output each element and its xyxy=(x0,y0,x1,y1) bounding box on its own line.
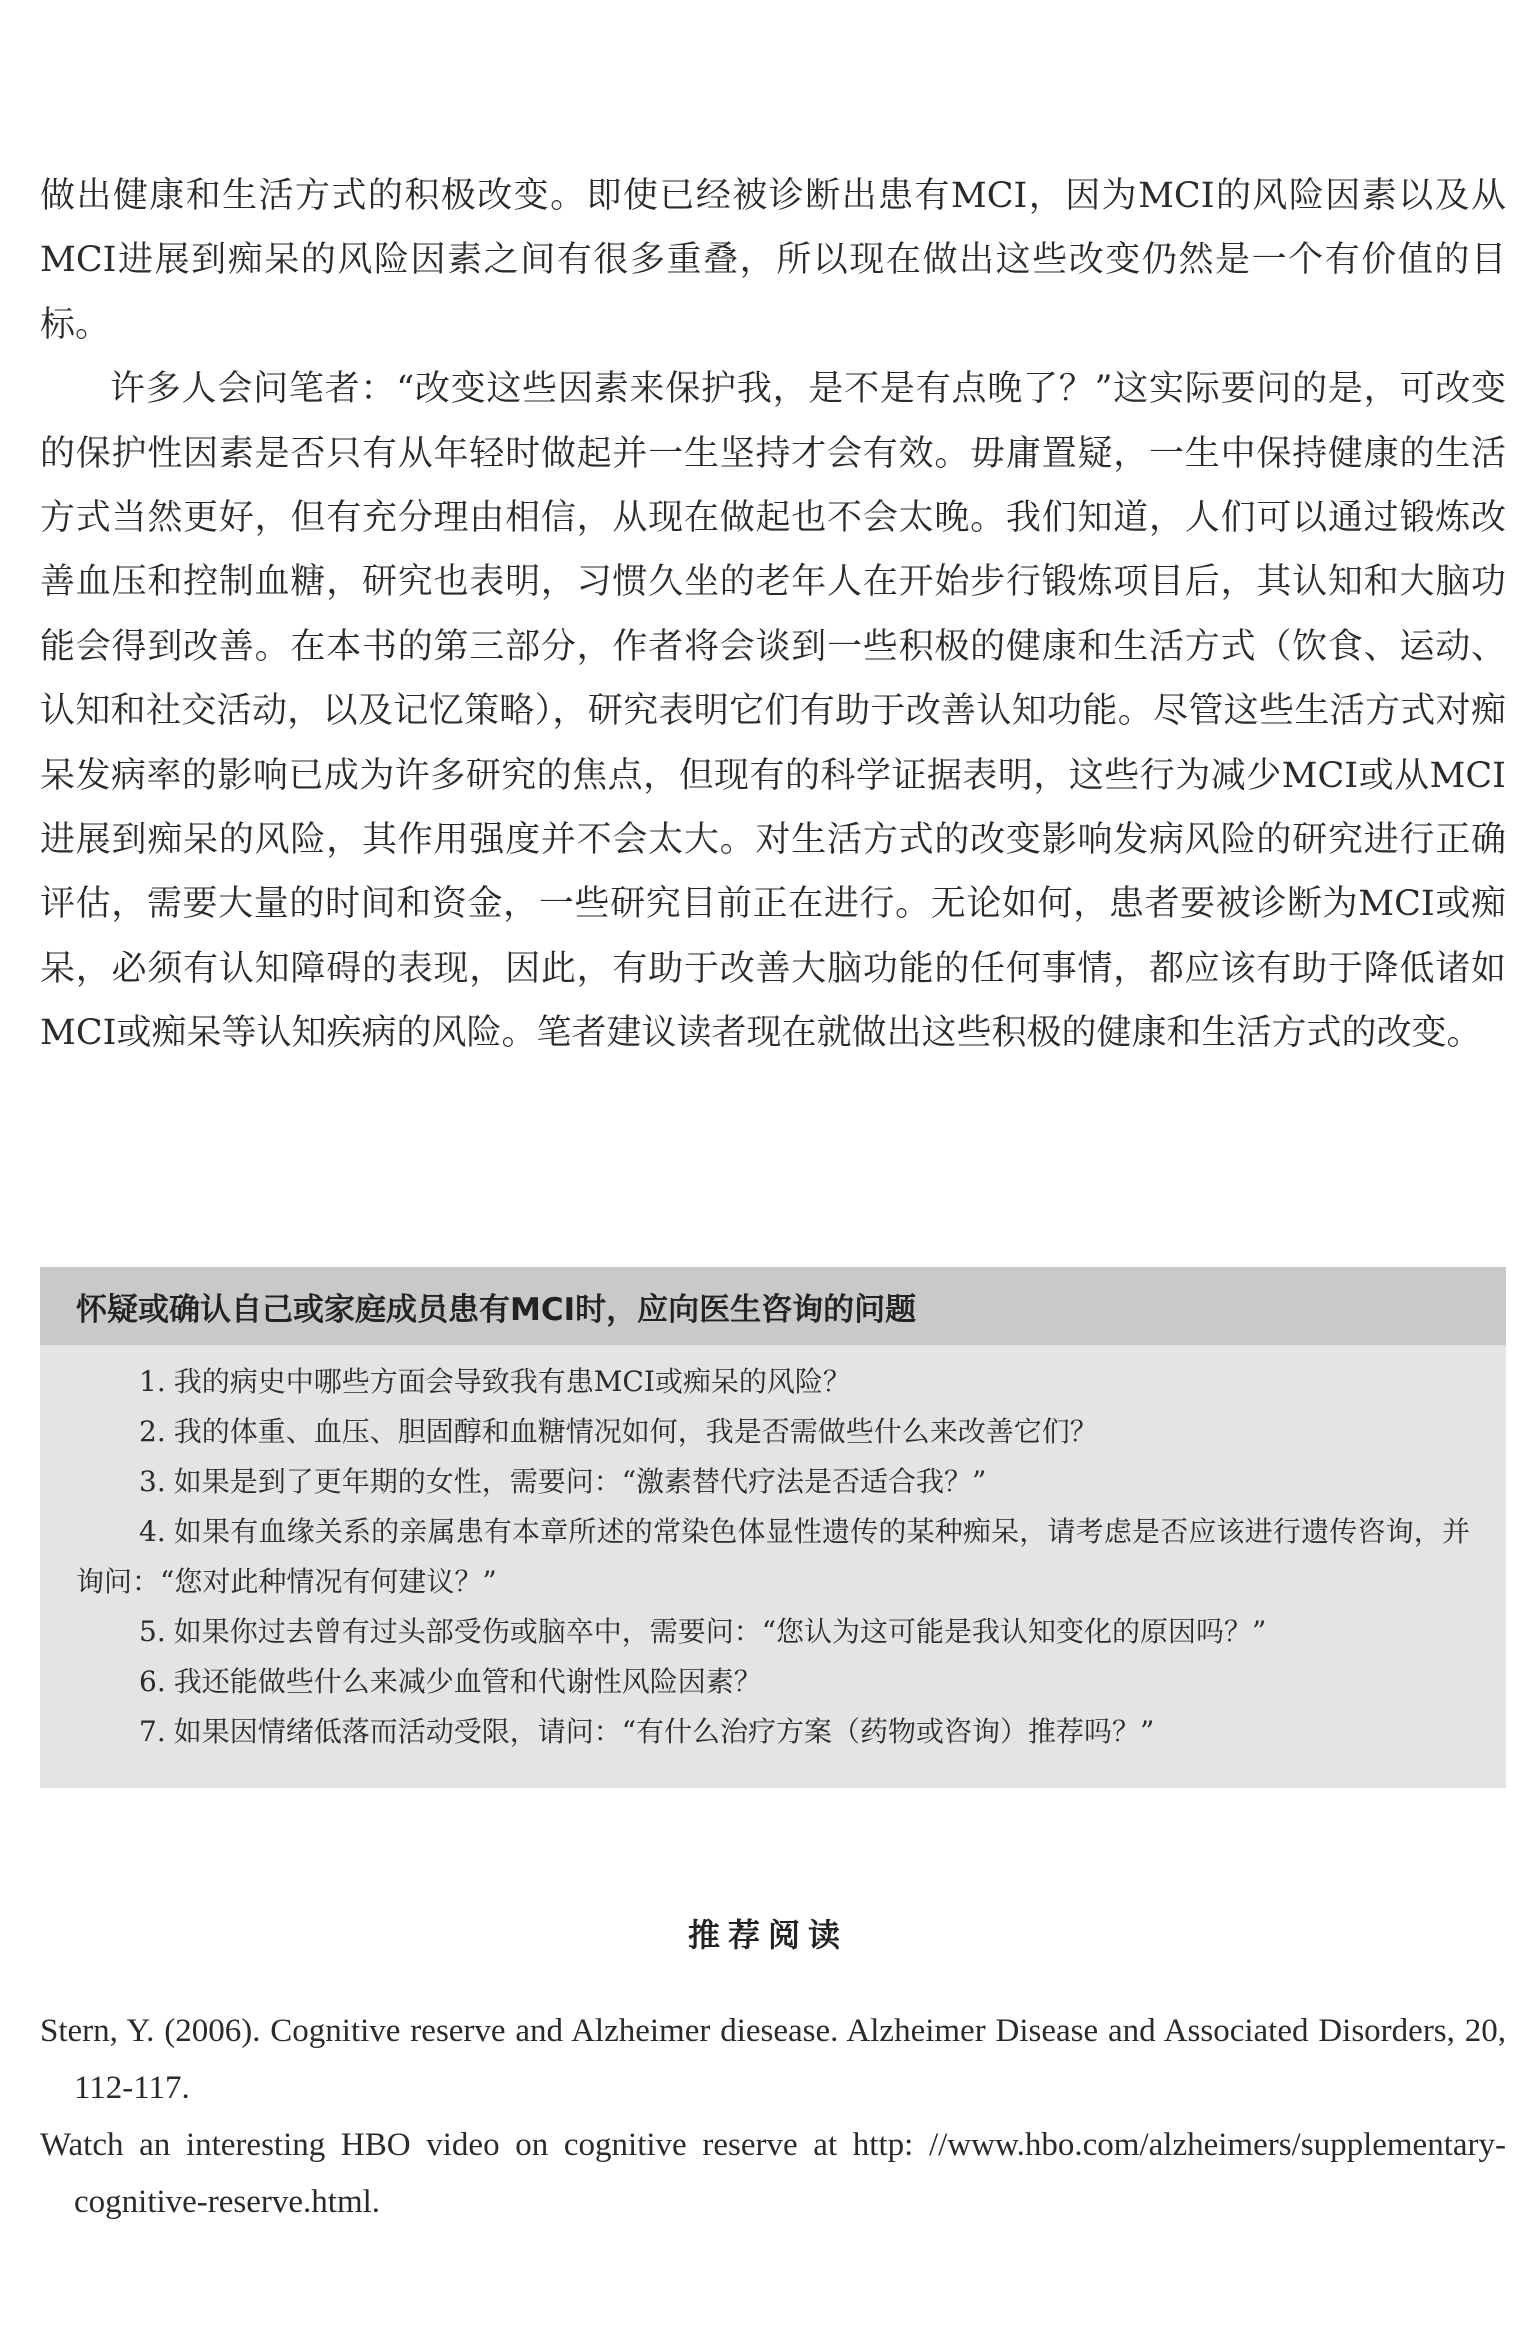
question-text: 我的病史中哪些方面会导致我有患MCI或痴呆的风险？ xyxy=(173,1365,851,1398)
question-number: 4. xyxy=(139,1515,166,1548)
question-text: 我还能做些什么来减少血管和代谢性风险因素？ xyxy=(173,1665,762,1698)
question-item xyxy=(76,1357,1470,1407)
question-text: 如果你过去曾有过头部受伤或脑卒中，需要问：“您认为这可能是我认知变化的原因吗？” xyxy=(173,1615,1267,1648)
question-text: 如果是到了更年期的女性，需要问：“激素替代疗法是否适合我？” xyxy=(173,1465,987,1498)
question-item xyxy=(76,1607,1470,1657)
question-item xyxy=(76,1407,1470,1457)
recommended-reading-title: 推荐阅读 xyxy=(687,1916,848,1954)
question-item xyxy=(76,1457,1470,1507)
question-list xyxy=(40,1345,1506,1757)
question-number: 5. xyxy=(139,1615,166,1648)
body-paragraph: 许多人会问笔者：“改变这些因素来保护我，是不是有点晚了？”这实际要问的是，可改变的保护性因素是否只有从年轻时做起并一生坚持才会有效。毋庸置疑，一生中保持健康的生活方式当然更好，但有充分理由相信，从现在做起也不会太晚。我们知道，人们可以通过锻炼改善血压和控制血糖，研究也表明，习惯久坐的老年人在开始步行锻炼项目后，其认知和大脑功能会得到改善。在本书的第三部分，作者将会谈到一些积极的健康和生活方式（饮食、运动、认知和社交活动，以及记忆策略），研究表明它们有助于改善认知功能。尽管这些生活方式对痴呆发病率的影响已成为许多研究的焦点，但现有的科学证据表明，这些行为减少MCI或从MCI进展到痴呆的风险，其作用强度并不会太大。对生活方式的改变影响发病风险的研究进行正确评估，需要大量的时间和资金，一些研究目前正在进行。无论如何，患者要被诊断为MCI或痴呆，必须有认知障碍的表现，因此，有助于改善大脑功能的任何事情，都应该有助于降低诸如MCI或痴呆等认知疾病的风险。笔者建议读者现在就做出这些积极的健康和生活方式的改变。 xyxy=(40,369,1506,1054)
question-number: 2. xyxy=(139,1415,166,1448)
reference-item: Stern, Y. (2006). Cognitive reserve and Alzheimer diesease. Alzheimer Disease and Associated Disorders, 20, 112-117. xyxy=(40,2013,1506,2106)
question-item xyxy=(76,1507,1470,1607)
question-number: 7. xyxy=(139,1715,166,1748)
question-item xyxy=(76,1657,1470,1707)
question-number: 6. xyxy=(139,1665,166,1698)
question-text: 我的体重、血压、胆固醇和血糖情况如何，我是否需做些什么来改善它们？ xyxy=(173,1415,1098,1448)
doctor-questions-box xyxy=(40,1267,1506,1788)
body-paragraph-continued: 做出健康和生活方式的积极改变。即使已经被诊断出患有MCI，因为MCI的风险因素以及从MCI进展到痴呆的风险因素之间有很多重叠，所以现在做出这些改变仍然是一个有价值的目标。 xyxy=(40,176,1506,345)
box-title: 怀疑或确认自己或家庭成员患有MCI时，应向医生咨询的问题 xyxy=(40,1267,1506,1345)
reference-list xyxy=(40,2003,1506,2231)
question-item xyxy=(76,1707,1470,1757)
question-number: 1. xyxy=(139,1365,166,1398)
question-text: 如果有血缘关系的亲属患有本章所述的常染色体显性遗传的某种痴呆，请考虑是否应该进行遗传咨询，并询问：“您对此种情况有何建议？” xyxy=(76,1515,1470,1598)
body-text xyxy=(40,164,1506,1066)
question-number: 3. xyxy=(139,1465,166,1498)
question-text: 如果因情绪低落而活动受限，请问：“有什么治疗方案（药物或咨询）推荐吗？” xyxy=(173,1715,1155,1748)
reference-item: Watch an interesting HBO video on cognitive reserve at http: //www.hbo.com/alzheimers/supplementary-cognitive-reserve.html. xyxy=(40,2127,1506,2220)
